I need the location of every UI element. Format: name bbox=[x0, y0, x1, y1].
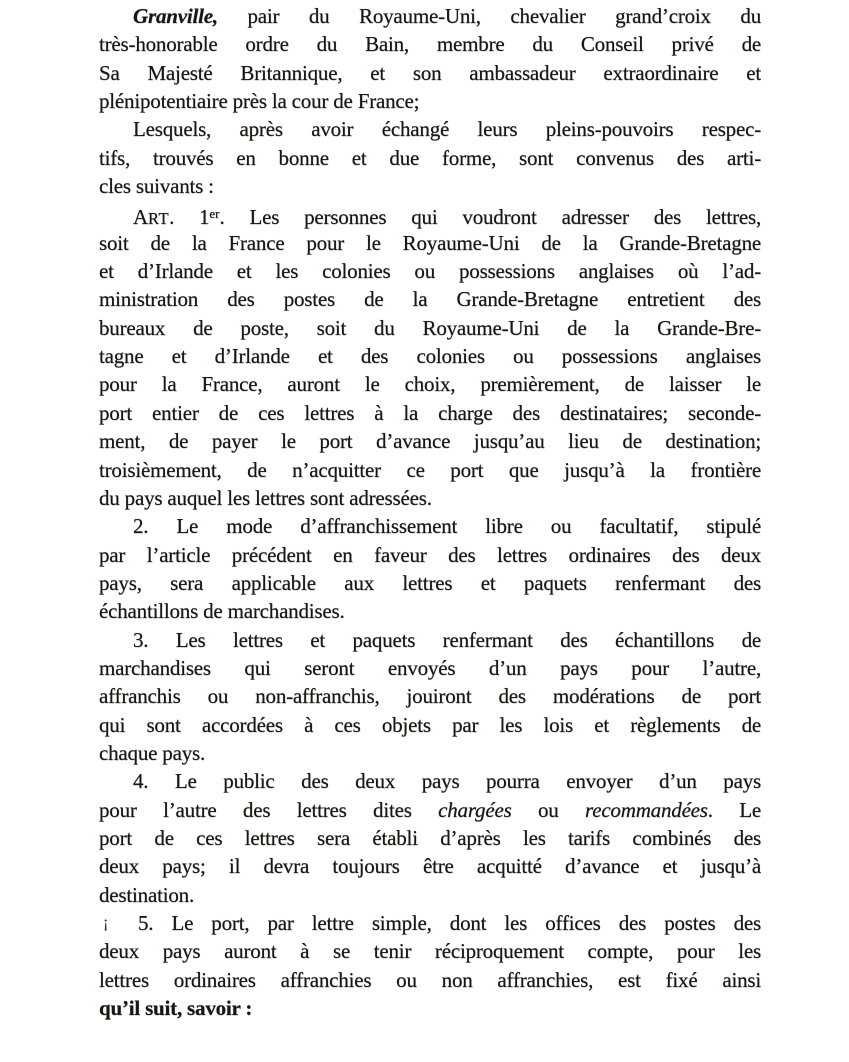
text-segment: deux pays auront à se tenir réciproquement compte, pour les bbox=[99, 939, 761, 964]
text-segment: par l’article précédent en faveur des lettres ordinaires des deux bbox=[99, 542, 761, 567]
paragraph-preamble-granville bbox=[99, 2, 761, 115]
paragraph-article-1 bbox=[99, 200, 761, 512]
text-segment: pays, sera applicable aux lettres et paquets renfermant des bbox=[99, 570, 761, 595]
text-line bbox=[99, 739, 761, 767]
text-segment: port entier de ces lettres à la charge des destinataires; seconde- bbox=[99, 400, 761, 425]
text-segment: marchandises qui seront envoyés d’un pays pour l’autre, bbox=[99, 655, 761, 680]
text-segment: qui sont accordées à ces objets par les lois et règlements de bbox=[99, 712, 761, 737]
text-segment: ministration des postes de la Grande-Bretagne entretient des bbox=[99, 287, 761, 312]
text-segment: plénipotentiaire près la cour de France; bbox=[99, 89, 420, 114]
text-segment: Lesquels, après avoir échangé leurs pleins-pouvoirs respec- bbox=[133, 117, 761, 142]
text-segment: . Le bbox=[707, 797, 761, 822]
text-segment: qu’il suit, savoir : bbox=[99, 996, 253, 1021]
text-segment: ou bbox=[511, 797, 585, 822]
text-line bbox=[99, 767, 761, 795]
text-line bbox=[99, 937, 761, 965]
text-line bbox=[99, 682, 761, 710]
text-segment: pour la France, auront le choix, premièrement, de laisser le bbox=[99, 372, 761, 397]
text-line bbox=[99, 370, 761, 398]
text-line bbox=[99, 399, 761, 427]
text-segment: er bbox=[209, 206, 220, 222]
text-segment: du pays auquel les lettres sont adressées. bbox=[99, 485, 432, 510]
text-line bbox=[99, 852, 761, 880]
paragraph-article-4 bbox=[99, 767, 761, 909]
text-segment: troisièmement, de n’acquitter ce port que jusqu’à la frontière bbox=[99, 457, 761, 482]
text-segment: et d’Irlande et les colonies ou possessions anglaises où l’ad- bbox=[99, 259, 761, 284]
text-line bbox=[99, 59, 761, 87]
text-segment: échantillons de marchandises. bbox=[99, 599, 345, 624]
text-line bbox=[99, 285, 761, 313]
text-line bbox=[99, 427, 761, 455]
text-line bbox=[99, 569, 761, 597]
text-segment: chargées bbox=[438, 797, 512, 822]
text-segment: recommandées bbox=[585, 797, 708, 822]
text-line bbox=[99, 115, 761, 143]
text-line bbox=[99, 30, 761, 58]
text-line bbox=[99, 824, 761, 852]
text-segment: soit de la France pour le Royaume-Uni de la Grande-Bretagne bbox=[99, 230, 761, 255]
text-segment: . 1 bbox=[169, 205, 210, 229]
paragraph-article-3 bbox=[99, 626, 761, 768]
paragraph-agreement-clause bbox=[99, 115, 761, 200]
text-line bbox=[99, 2, 761, 30]
text-line bbox=[99, 654, 761, 682]
text-line bbox=[99, 541, 761, 569]
text-segment: tagne et d’Irlande et des colonies ou possessions anglaises bbox=[99, 344, 761, 369]
text-segment: RT bbox=[147, 209, 170, 229]
text-line bbox=[99, 144, 761, 172]
text-line bbox=[99, 342, 761, 370]
text-line bbox=[99, 881, 761, 909]
text-line bbox=[99, 711, 761, 739]
text-line bbox=[99, 87, 761, 115]
margin-artifact-mark: ¡ bbox=[103, 914, 109, 931]
text-segment: ment, de payer le port d’avance jusqu’au lieu de destination; bbox=[99, 429, 761, 454]
text-line bbox=[99, 966, 761, 994]
text-line bbox=[99, 597, 761, 625]
text-segment: pour l’autre des lettres dites bbox=[99, 797, 439, 822]
text-segment: 3. Les lettres et paquets renfermant des échantillons de bbox=[133, 627, 761, 652]
text-line bbox=[99, 229, 761, 257]
text-line bbox=[99, 456, 761, 484]
text-segment: lettres ordinaires affranchies ou non affranchies, est fixé ainsi bbox=[99, 967, 761, 992]
text-block bbox=[99, 2, 761, 1022]
text-segment: deux pays; il devra toujours être acquitté d’avance et jusqu’à bbox=[99, 854, 761, 879]
text-line bbox=[99, 626, 761, 654]
text-line bbox=[99, 512, 761, 540]
text-line bbox=[99, 484, 761, 512]
text-segment: 2. Le mode d’affranchissement libre ou facultatif, stipulé bbox=[133, 514, 761, 539]
text-segment: 4. Le public des deux pays pourra envoyer d’un pays bbox=[133, 769, 761, 794]
paragraph-article-2 bbox=[99, 512, 761, 625]
text-line bbox=[99, 257, 761, 285]
text-line bbox=[99, 994, 761, 1022]
text-line bbox=[99, 909, 761, 937]
text-segment: bureaux de poste, soit du Royaume-Uni de la Grande-Bre- bbox=[99, 315, 761, 340]
text-segment: 5. Le port, par lettre simple, dont les offices des postes des bbox=[138, 911, 761, 935]
text-segment: très-honorable ordre du Bain, membre du Conseil privé de bbox=[99, 32, 761, 57]
text-segment: pair du Royaume-Uni, chevalier grand’croix du bbox=[217, 4, 761, 28]
text-line bbox=[99, 172, 761, 200]
text-segment: chaque pays. bbox=[99, 740, 206, 765]
text-segment: tifs, trouvés en bonne et due forme, sont convenus des arti- bbox=[99, 145, 761, 170]
text-segment: Sa Majesté Britannique, et son ambassadeur extraordinaire et bbox=[99, 60, 761, 85]
text-segment: cles suivants : bbox=[99, 174, 214, 199]
text-segment: affranchis ou non-affranchis, jouiront des modérations de port bbox=[99, 684, 761, 709]
text-segment: Granville, bbox=[133, 4, 218, 28]
text-line bbox=[99, 314, 761, 342]
text-line bbox=[99, 796, 761, 824]
text-segment: A bbox=[133, 205, 148, 229]
text-segment: . Les personnes qui voudront adresser des lettres, bbox=[219, 205, 761, 229]
paragraph-article-5 bbox=[99, 909, 761, 1022]
text-segment: destination. bbox=[99, 882, 195, 907]
text-line bbox=[99, 200, 761, 228]
text-segment: port de ces lettres sera établi d’après les tarifs combinés des bbox=[99, 825, 761, 850]
